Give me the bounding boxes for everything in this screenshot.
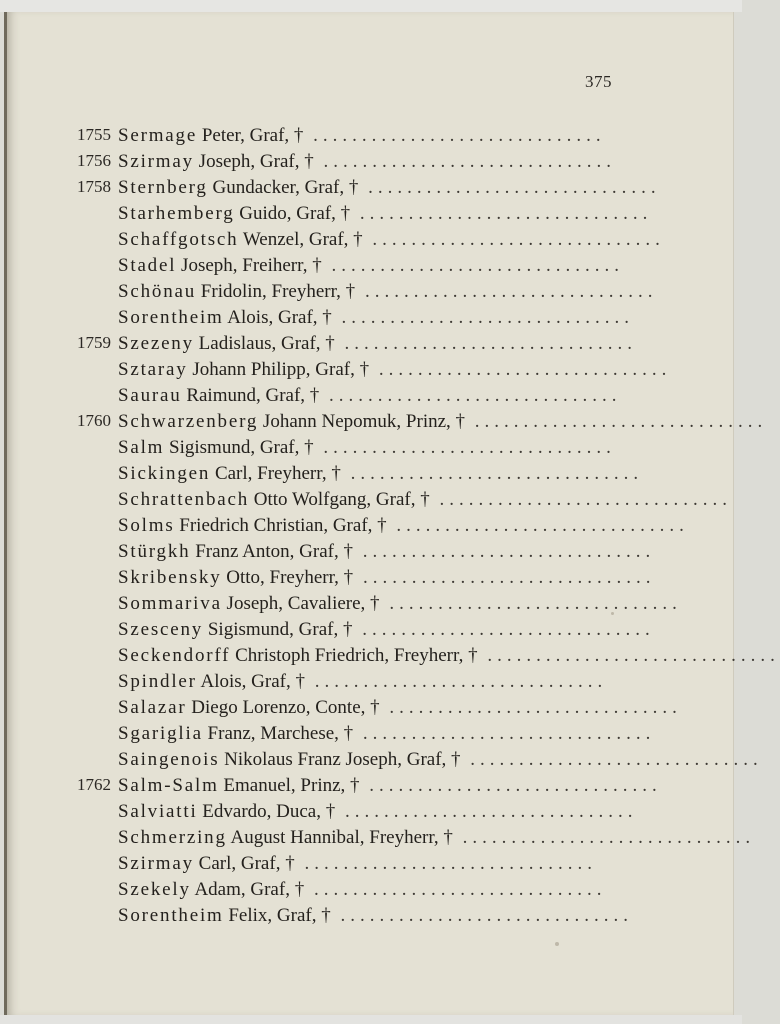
entry-text: Szirmay Joseph, Graf, † bbox=[118, 151, 314, 172]
entry-name bbox=[118, 853, 621, 875]
entry-name bbox=[118, 359, 672, 381]
list-item bbox=[7, 775, 733, 801]
entry-text: Salm-Salm Emanuel, Prinz, † bbox=[118, 775, 360, 796]
entry-text: Seckendorff Christoph Friedrich, Freyherr, † bbox=[118, 645, 478, 666]
surname: Schwarzenberg bbox=[118, 411, 259, 432]
entry-text: Sickingen Carl, Freyherr, † bbox=[118, 463, 341, 484]
entry-text: Szekely Adam, Graf, † bbox=[118, 879, 305, 900]
scan-margin-bottom bbox=[0, 1015, 742, 1024]
entry-text: Stadel Joseph, Freiherr, † bbox=[118, 255, 322, 276]
entry-name bbox=[118, 567, 656, 589]
list-item bbox=[7, 151, 733, 177]
surname: Szirmay bbox=[118, 151, 194, 172]
dot-leader: .............................. bbox=[319, 385, 622, 406]
entry-name bbox=[118, 749, 763, 771]
entry-name bbox=[118, 775, 662, 797]
entry-name bbox=[118, 905, 633, 927]
entry-name bbox=[118, 203, 653, 225]
entry-text: Szezeny Ladislaus, Graf, † bbox=[118, 333, 335, 354]
entry-list bbox=[7, 125, 780, 931]
dot-leader: .............................. bbox=[465, 411, 768, 432]
entry-text: Salm Sigismund, Graf, † bbox=[118, 437, 314, 458]
list-item bbox=[7, 697, 733, 723]
list-item bbox=[7, 619, 733, 645]
dot-leader: .............................. bbox=[304, 671, 608, 692]
entry-text: Salazar Diego Lorenzo, Conte, † bbox=[118, 697, 380, 718]
entry-year: 1756 bbox=[77, 151, 111, 170]
dot-leader: .............................. bbox=[362, 229, 665, 250]
surname: Szezeny bbox=[118, 333, 194, 354]
dot-leader: .............................. bbox=[369, 359, 672, 380]
entry-name bbox=[118, 385, 621, 407]
entry-name bbox=[118, 307, 635, 329]
surname: Salm bbox=[118, 437, 165, 458]
list-item bbox=[7, 385, 733, 411]
surname: Stadel bbox=[118, 255, 177, 276]
list-item bbox=[7, 801, 733, 827]
entry-text: Sermage Peter, Graf, † bbox=[118, 125, 304, 146]
surname: Schrattenbach bbox=[118, 489, 250, 510]
dot-leader: .............................. bbox=[294, 853, 597, 874]
list-item bbox=[7, 125, 733, 151]
list-item bbox=[7, 593, 733, 619]
dot-leader: .............................. bbox=[386, 515, 689, 536]
surname: Stürgkh bbox=[118, 541, 191, 562]
entry-name bbox=[118, 125, 621, 147]
surname: Szesceny bbox=[118, 619, 204, 640]
entry-name bbox=[118, 229, 665, 251]
list-item bbox=[7, 463, 733, 489]
entry-year: 1762 bbox=[77, 775, 111, 794]
entry-name bbox=[118, 671, 621, 693]
dot-leader: .............................. bbox=[350, 203, 653, 224]
dot-leader: .............................. bbox=[477, 645, 780, 666]
entry-text: Schmerzing August Hannibal, Freyherr, † bbox=[118, 827, 453, 848]
surname: Sztaray bbox=[118, 359, 188, 380]
entry-text: Sgariglia Franz, Marchese, † bbox=[118, 723, 354, 744]
dot-leader: .............................. bbox=[340, 463, 644, 484]
paper-speck bbox=[611, 612, 614, 615]
dot-leader: .............................. bbox=[334, 333, 638, 354]
entry-text: Sorentheim Alois, Graf, † bbox=[118, 307, 332, 328]
list-item bbox=[7, 827, 756, 853]
surname: Starhemberg bbox=[118, 203, 235, 224]
surname: Szirmay bbox=[118, 853, 194, 874]
list-item bbox=[7, 489, 733, 515]
surname: Sommariva bbox=[118, 593, 222, 614]
entry-name bbox=[118, 151, 621, 173]
list-item bbox=[7, 281, 733, 307]
list-item bbox=[7, 177, 733, 203]
entry-name bbox=[118, 619, 655, 641]
entry-text: Szesceny Sigismund, Graf, † bbox=[118, 619, 353, 640]
dot-leader: .............................. bbox=[358, 177, 661, 198]
surname: Sternberg bbox=[118, 177, 208, 198]
dot-leader: .............................. bbox=[352, 619, 655, 640]
entry-year: 1758 bbox=[77, 177, 111, 196]
dot-leader: .............................. bbox=[429, 489, 732, 510]
surname: Salm-Salm bbox=[118, 775, 219, 796]
entry-name bbox=[118, 723, 656, 745]
entry-name bbox=[118, 177, 661, 199]
entry-name bbox=[118, 801, 638, 823]
list-item bbox=[7, 229, 733, 255]
entry-name bbox=[118, 255, 624, 277]
dot-leader: .............................. bbox=[313, 437, 616, 458]
dot-leader: .............................. bbox=[313, 151, 616, 172]
entry-name bbox=[118, 879, 621, 901]
dot-leader: .............................. bbox=[359, 775, 662, 796]
list-item bbox=[7, 411, 768, 437]
surname: Salazar bbox=[118, 697, 187, 718]
dot-leader: .............................. bbox=[379, 697, 682, 718]
list-item bbox=[7, 437, 733, 463]
page-number: 375 bbox=[585, 72, 612, 91]
book-page bbox=[4, 12, 780, 1015]
entry-text: Spindler Alois, Graf, † bbox=[118, 671, 305, 692]
entry-text: Saurau Raimund, Graf, † bbox=[118, 385, 320, 406]
entry-text: Solms Friedrich Christian, Graf, † bbox=[118, 515, 387, 536]
scan-margin-top bbox=[0, 0, 742, 12]
entry-text: Sztaray Johann Philipp, Graf, † bbox=[118, 359, 370, 380]
surname: Sickingen bbox=[118, 463, 211, 484]
list-item bbox=[7, 905, 733, 931]
surname: Sermage bbox=[118, 125, 198, 146]
entry-name bbox=[118, 281, 658, 303]
entry-name bbox=[118, 437, 621, 459]
dot-leader: .............................. bbox=[452, 827, 756, 848]
list-item bbox=[7, 723, 733, 749]
surname: Sgariglia bbox=[118, 723, 203, 744]
surname: Seckendorff bbox=[118, 645, 231, 666]
dot-leader: .............................. bbox=[355, 281, 658, 302]
list-item bbox=[7, 879, 733, 905]
list-item bbox=[7, 515, 733, 541]
entry-text: Schwarzenberg Johann Nepomuk, Prinz, † bbox=[118, 411, 466, 432]
list-item bbox=[7, 333, 733, 359]
entry-year: 1759 bbox=[77, 333, 111, 352]
dot-leader: .............................. bbox=[304, 879, 607, 900]
entry-text: Stürgkh Franz Anton, Graf, † bbox=[118, 541, 353, 562]
entry-name bbox=[118, 541, 656, 563]
dot-leader: .............................. bbox=[379, 593, 682, 614]
list-item bbox=[7, 749, 763, 775]
entry-name bbox=[118, 411, 768, 433]
surname: Schaffgotsch bbox=[118, 229, 239, 250]
entry-name bbox=[118, 489, 732, 511]
entry-year: 1755 bbox=[77, 125, 111, 144]
surname: Sorentheim bbox=[118, 307, 224, 328]
entry-text: Schaffgotsch Wenzel, Graf, † bbox=[118, 229, 363, 250]
entry-text: Skribensky Otto, Freyherr, † bbox=[118, 567, 354, 588]
entry-text: Schönau Fridolin, Freyherr, † bbox=[118, 281, 356, 302]
dot-leader: .............................. bbox=[321, 255, 624, 276]
entry-name bbox=[118, 697, 682, 719]
dot-leader: .............................. bbox=[460, 749, 763, 770]
dot-leader: .............................. bbox=[335, 801, 638, 822]
entry-name bbox=[118, 827, 756, 849]
surname: Sorentheim bbox=[118, 905, 224, 926]
dot-leader: .............................. bbox=[352, 541, 656, 562]
surname: Saurau bbox=[118, 385, 182, 406]
list-item bbox=[7, 541, 733, 567]
surname: Schönau bbox=[118, 281, 197, 302]
entry-text: Sternberg Gundacker, Graf, † bbox=[118, 177, 359, 198]
dot-leader: .............................. bbox=[330, 905, 633, 926]
list-item bbox=[7, 307, 733, 333]
surname: Saingenois bbox=[118, 749, 220, 770]
entry-text: Szirmay Carl, Graf, † bbox=[118, 853, 295, 874]
surname: Spindler bbox=[118, 671, 197, 692]
entry-name bbox=[118, 645, 780, 667]
paper-speck bbox=[555, 942, 559, 946]
entry-name bbox=[118, 463, 644, 485]
entry-text: Saingenois Nikolaus Franz Joseph, Graf, † bbox=[118, 749, 461, 770]
list-item bbox=[7, 645, 780, 671]
surname: Salviatti bbox=[118, 801, 198, 822]
dot-leader: .............................. bbox=[331, 307, 635, 328]
entry-name bbox=[118, 593, 682, 615]
list-item bbox=[7, 671, 733, 697]
list-item bbox=[7, 203, 733, 229]
entry-name bbox=[118, 333, 638, 355]
surname: Schmerzing bbox=[118, 827, 227, 848]
entry-year: 1760 bbox=[77, 411, 111, 430]
dot-leader: .............................. bbox=[353, 567, 656, 588]
surname: Solms bbox=[118, 515, 175, 536]
entry-name bbox=[118, 515, 689, 537]
surname: Skribensky bbox=[118, 567, 222, 588]
list-item bbox=[7, 853, 733, 879]
surname: Szekely bbox=[118, 879, 191, 900]
entry-text: Sorentheim Felix, Graf, † bbox=[118, 905, 331, 926]
entry-text: Salviatti Edvardo, Duca, † bbox=[118, 801, 336, 822]
list-item bbox=[7, 359, 733, 385]
entry-text: Schrattenbach Otto Wolfgang, Graf, † bbox=[118, 489, 430, 510]
dot-leader: .............................. bbox=[353, 723, 656, 744]
entry-text: Starhemberg Guido, Graf, † bbox=[118, 203, 351, 224]
list-item bbox=[7, 567, 733, 593]
list-item bbox=[7, 255, 733, 281]
dot-leader: .............................. bbox=[303, 125, 606, 146]
entry-text: Sommariva Joseph, Cavaliere, † bbox=[118, 593, 380, 614]
